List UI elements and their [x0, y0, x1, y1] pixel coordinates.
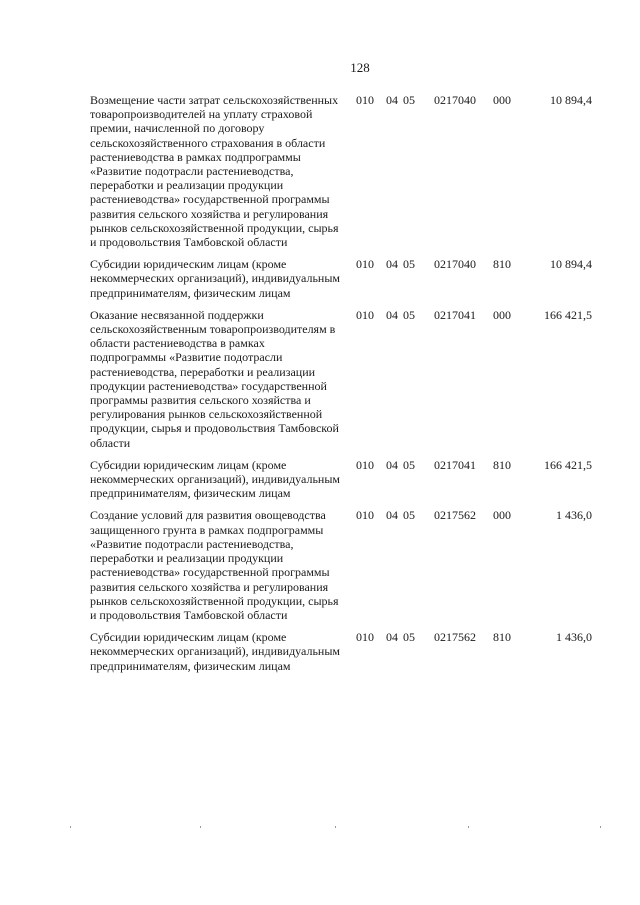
- target-article-code: 0217041: [434, 307, 476, 322]
- section-code: 04 05: [386, 307, 415, 322]
- expense-type-code: 810: [493, 257, 511, 272]
- table-row: [0, 458, 640, 501]
- amount: 10 894,4: [550, 257, 592, 272]
- table-row: [0, 630, 640, 673]
- ministry-code: 010: [356, 257, 374, 272]
- section-code: 04 05: [386, 508, 415, 523]
- section-code: 04 05: [386, 257, 415, 272]
- scan-mark: [335, 826, 336, 828]
- row-description: Субсидии юридическим лицам (кроме некоммерческих организаций), индивидуальным предпринимателям, физическим лицам: [90, 457, 340, 501]
- budget-table: [0, 93, 640, 681]
- amount: 10 894,4: [550, 93, 592, 107]
- target-article-code: 0217040: [434, 93, 476, 107]
- ministry-code: 010: [356, 307, 374, 322]
- ministry-code: 010: [356, 508, 374, 523]
- page-number: 128: [350, 60, 370, 75]
- section-code: 04 05: [386, 457, 415, 472]
- section-code: 04 05: [386, 93, 415, 107]
- amount: 1 436,0: [556, 508, 592, 523]
- scan-mark: [200, 826, 201, 828]
- section-code: 04 05: [386, 630, 415, 645]
- row-description: Оказание несвязанной поддержки сельскохозяйственным товаропроизводителям в области растениеводства в рамках подпрограммы «Развитие подотрасли растениеводства, переработки и реализации продукции растениеводства» государственной программы развития сельского хозяйства и регулирования рынков сельскохозяйственной продукции, сырья и продовольствия Тамбовской области: [90, 307, 339, 450]
- table-row: [0, 308, 640, 450]
- target-article-code: 0217562: [434, 508, 476, 523]
- table-row: [0, 508, 640, 622]
- table-row: [0, 93, 640, 249]
- target-article-code: 0217040: [434, 257, 476, 272]
- expense-type-code: 000: [493, 307, 511, 322]
- row-description: Субсидии юридическим лицам (кроме некоммерческих организаций), индивидуальным предпринимателям, физическим лицам: [90, 257, 340, 300]
- amount: 1 436,0: [556, 630, 592, 645]
- amount: 166 421,5: [544, 457, 592, 472]
- row-description: Создание условий для развития овощеводства защищенного грунта в рамках подпрограммы «Развитие подотрасли растениеводства, переработки и реализации продукции растениеводства» государственной программы развития сельского хозяйства и регулирования рынков сельскохозяйственной продукции, сырья и продовольствия Тамбовской области: [90, 508, 339, 622]
- expense-type-code: 000: [493, 93, 511, 107]
- amount: 166 421,5: [544, 307, 592, 322]
- row-description: Субсидии юридическим лицам (кроме некоммерческих организаций), индивидуальным предпринимателям, физическим лицам: [90, 630, 340, 673]
- expense-type-code: 810: [493, 457, 511, 472]
- scan-edge-marks: [0, 826, 640, 830]
- ministry-code: 010: [356, 93, 374, 107]
- target-article-code: 0217562: [434, 630, 476, 645]
- expense-type-code: 000: [493, 508, 511, 523]
- ministry-code: 010: [356, 630, 374, 645]
- scan-mark: [70, 826, 71, 828]
- table-row: [0, 257, 640, 300]
- row-description: Возмещение части затрат сельскохозяйственных товаропроизводителей на уплату страховой премии, начисленной по договору сельскохозяйственного страхования в области растениеводства в рамках подпрограммы «Развитие подотрасли растениеводства, переработки и реализации продукции растениеводства» государственной программы развития сельского хозяйства и регулирования рынков сельскохозяйственной продукции, сырья и продовольствия Тамбовской области: [90, 93, 339, 250]
- target-article-code: 0217041: [434, 457, 476, 472]
- expense-type-code: 810: [493, 630, 511, 645]
- ministry-code: 010: [356, 457, 374, 472]
- scan-mark: [600, 826, 601, 828]
- scan-mark: [468, 826, 469, 828]
